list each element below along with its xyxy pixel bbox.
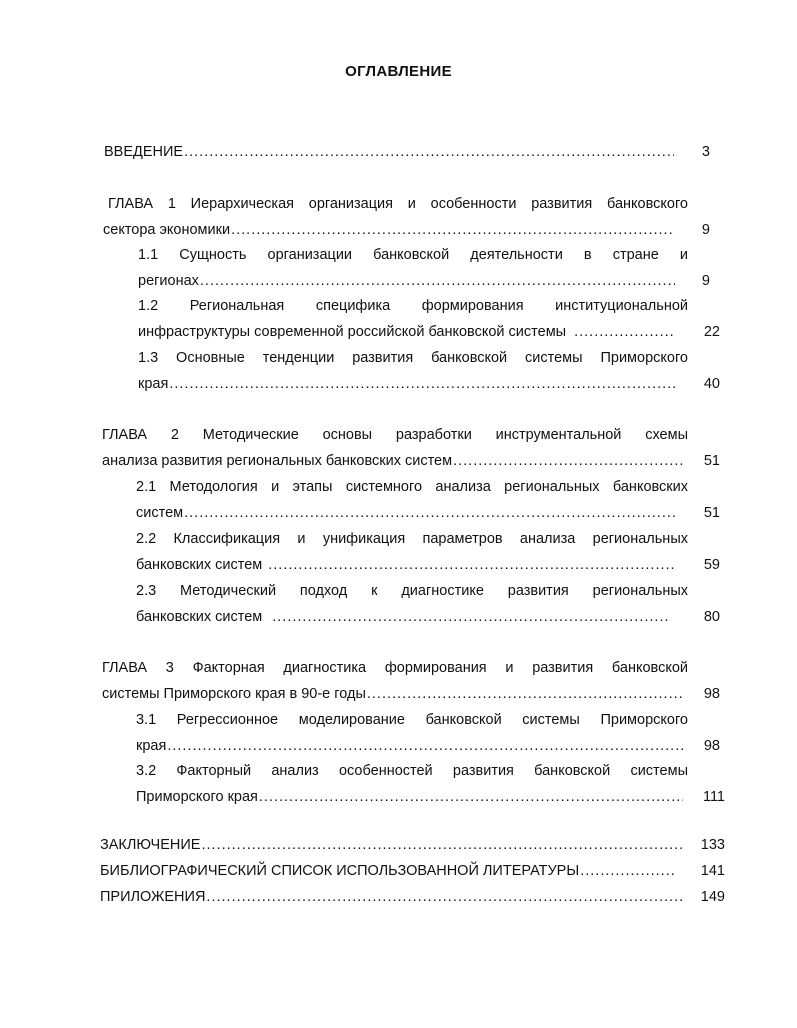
toc-entry-section-1-1[interactable] (138, 242, 688, 294)
toc-entry-section-2-2[interactable] (136, 526, 688, 578)
toc-page-number: 111 (702, 789, 725, 805)
toc-entry-section-1-3[interactable] (138, 345, 688, 397)
toc-entry-text: 3.2 Факторный анализ особенностей развития банковской системы (136, 763, 688, 779)
toc-page-number: 98 (703, 738, 720, 754)
dot-leader (206, 884, 684, 910)
toc-entry-chapter-3[interactable] (102, 655, 688, 707)
dot-leader (169, 371, 675, 397)
dot-leader (231, 217, 675, 243)
toc-page-number: 59 (703, 557, 720, 573)
dot-leader (259, 784, 683, 810)
toc-entry-text: 1.1 Сущность организации банковской деятельности в стране и (138, 247, 688, 263)
toc-page-number: 9 (701, 222, 710, 238)
toc-entry-text: систем (136, 505, 184, 521)
toc-entry-section-1-2[interactable] (138, 293, 688, 345)
toc-entry-text: БИБЛИОГРАФИЧЕСКИЙ СПИСОК ИСПОЛЬЗОВАННОЙ ЛИТЕРАТУРЫ (100, 863, 580, 879)
toc-entry-text: системы Приморского края в 90-е годы (102, 686, 366, 702)
toc-page-number: 9 (701, 273, 710, 289)
dot-leader (184, 139, 674, 165)
toc-page-number: 51 (703, 505, 720, 521)
toc-page-number: 141 (700, 863, 725, 879)
toc-entry-text: ГЛАВА 1 Иерархическая организация и особенности развития банковского (108, 196, 688, 212)
toc-entry-text: ГЛАВА 2 Методические основы разработки инструментальной схемы (102, 427, 688, 443)
page-title: ОГЛАВЛЕНИЕ (345, 63, 452, 80)
dot-leader (453, 448, 685, 474)
toc-entry-section-2-1[interactable] (136, 474, 688, 526)
dot-leader (201, 832, 684, 858)
dot-leader (367, 681, 685, 707)
toc-entry-introduction[interactable] (104, 139, 674, 165)
toc-entry-text: ЗАКЛЮЧЕНИЕ (100, 837, 201, 853)
dot-leader (268, 552, 675, 578)
toc-entry-bibliography[interactable] (100, 858, 675, 884)
toc-entry-text: 2.3 Методический подход к диагностике развития региональных (136, 583, 688, 599)
toc-entry-text: ВВЕДЕНИЕ (104, 144, 184, 160)
toc-entry-text: регионах (138, 273, 199, 289)
dot-leader (167, 733, 683, 759)
toc-page-number: 3 (701, 144, 710, 160)
toc-entry-text: банковских систем (136, 609, 263, 625)
toc-entry-text: края (136, 738, 167, 754)
dot-leader (200, 268, 675, 294)
toc-entry-section-3-2[interactable] (136, 758, 688, 810)
toc-entry-text: Приморского края (136, 789, 258, 805)
dot-leader (184, 500, 675, 526)
toc-entry-appendices[interactable] (100, 884, 684, 910)
toc-entry-section-3-1[interactable] (136, 707, 688, 759)
toc-entry-text: 1.2 Региональная специфика формирования институциональной (138, 298, 688, 314)
toc-entry-chapter-2[interactable] (102, 422, 688, 474)
toc-entry-text: ГЛАВА 3 Факторная диагностика формирования и развития банковской (102, 660, 688, 676)
toc-entry-chapter-1[interactable] (103, 191, 688, 243)
toc-entry-text: анализа развития региональных банковских систем (102, 453, 453, 469)
toc-entry-text: 2.1 Методология и этапы системного анализа региональных банковских (136, 479, 688, 495)
dot-leader (580, 858, 675, 884)
toc-entry-text: 1.3 Основные тенденции развития банковской системы Приморского (138, 350, 688, 366)
toc-page-number: 133 (700, 837, 725, 853)
toc-entry-text: банковских систем (136, 557, 263, 573)
toc-entry-text: сектора экономики (103, 222, 231, 238)
toc-page-number: 149 (700, 889, 725, 905)
toc-page-number: 51 (703, 453, 720, 469)
toc-page-number: 80 (703, 609, 720, 625)
toc-page-number: 40 (703, 376, 720, 392)
toc-entry-text: инфраструктуры современной российской банковской системы (138, 324, 567, 340)
toc-entry-text: 2.2 Классификация и унификация параметров анализа региональных (136, 531, 688, 547)
dot-leader (272, 604, 670, 630)
toc-entry-text: края (138, 376, 169, 392)
toc-entry-conclusion[interactable] (100, 832, 684, 858)
toc-page-number: 22 (703, 324, 720, 340)
toc-page-number: 98 (703, 686, 720, 702)
toc-entry-text: 3.1 Регрессионное моделирование банковской системы Приморского (136, 712, 688, 728)
dot-leader (574, 319, 673, 345)
toc-entry-section-2-3[interactable] (136, 578, 688, 630)
toc-entry-text: ПРИЛОЖЕНИЯ (100, 889, 206, 905)
